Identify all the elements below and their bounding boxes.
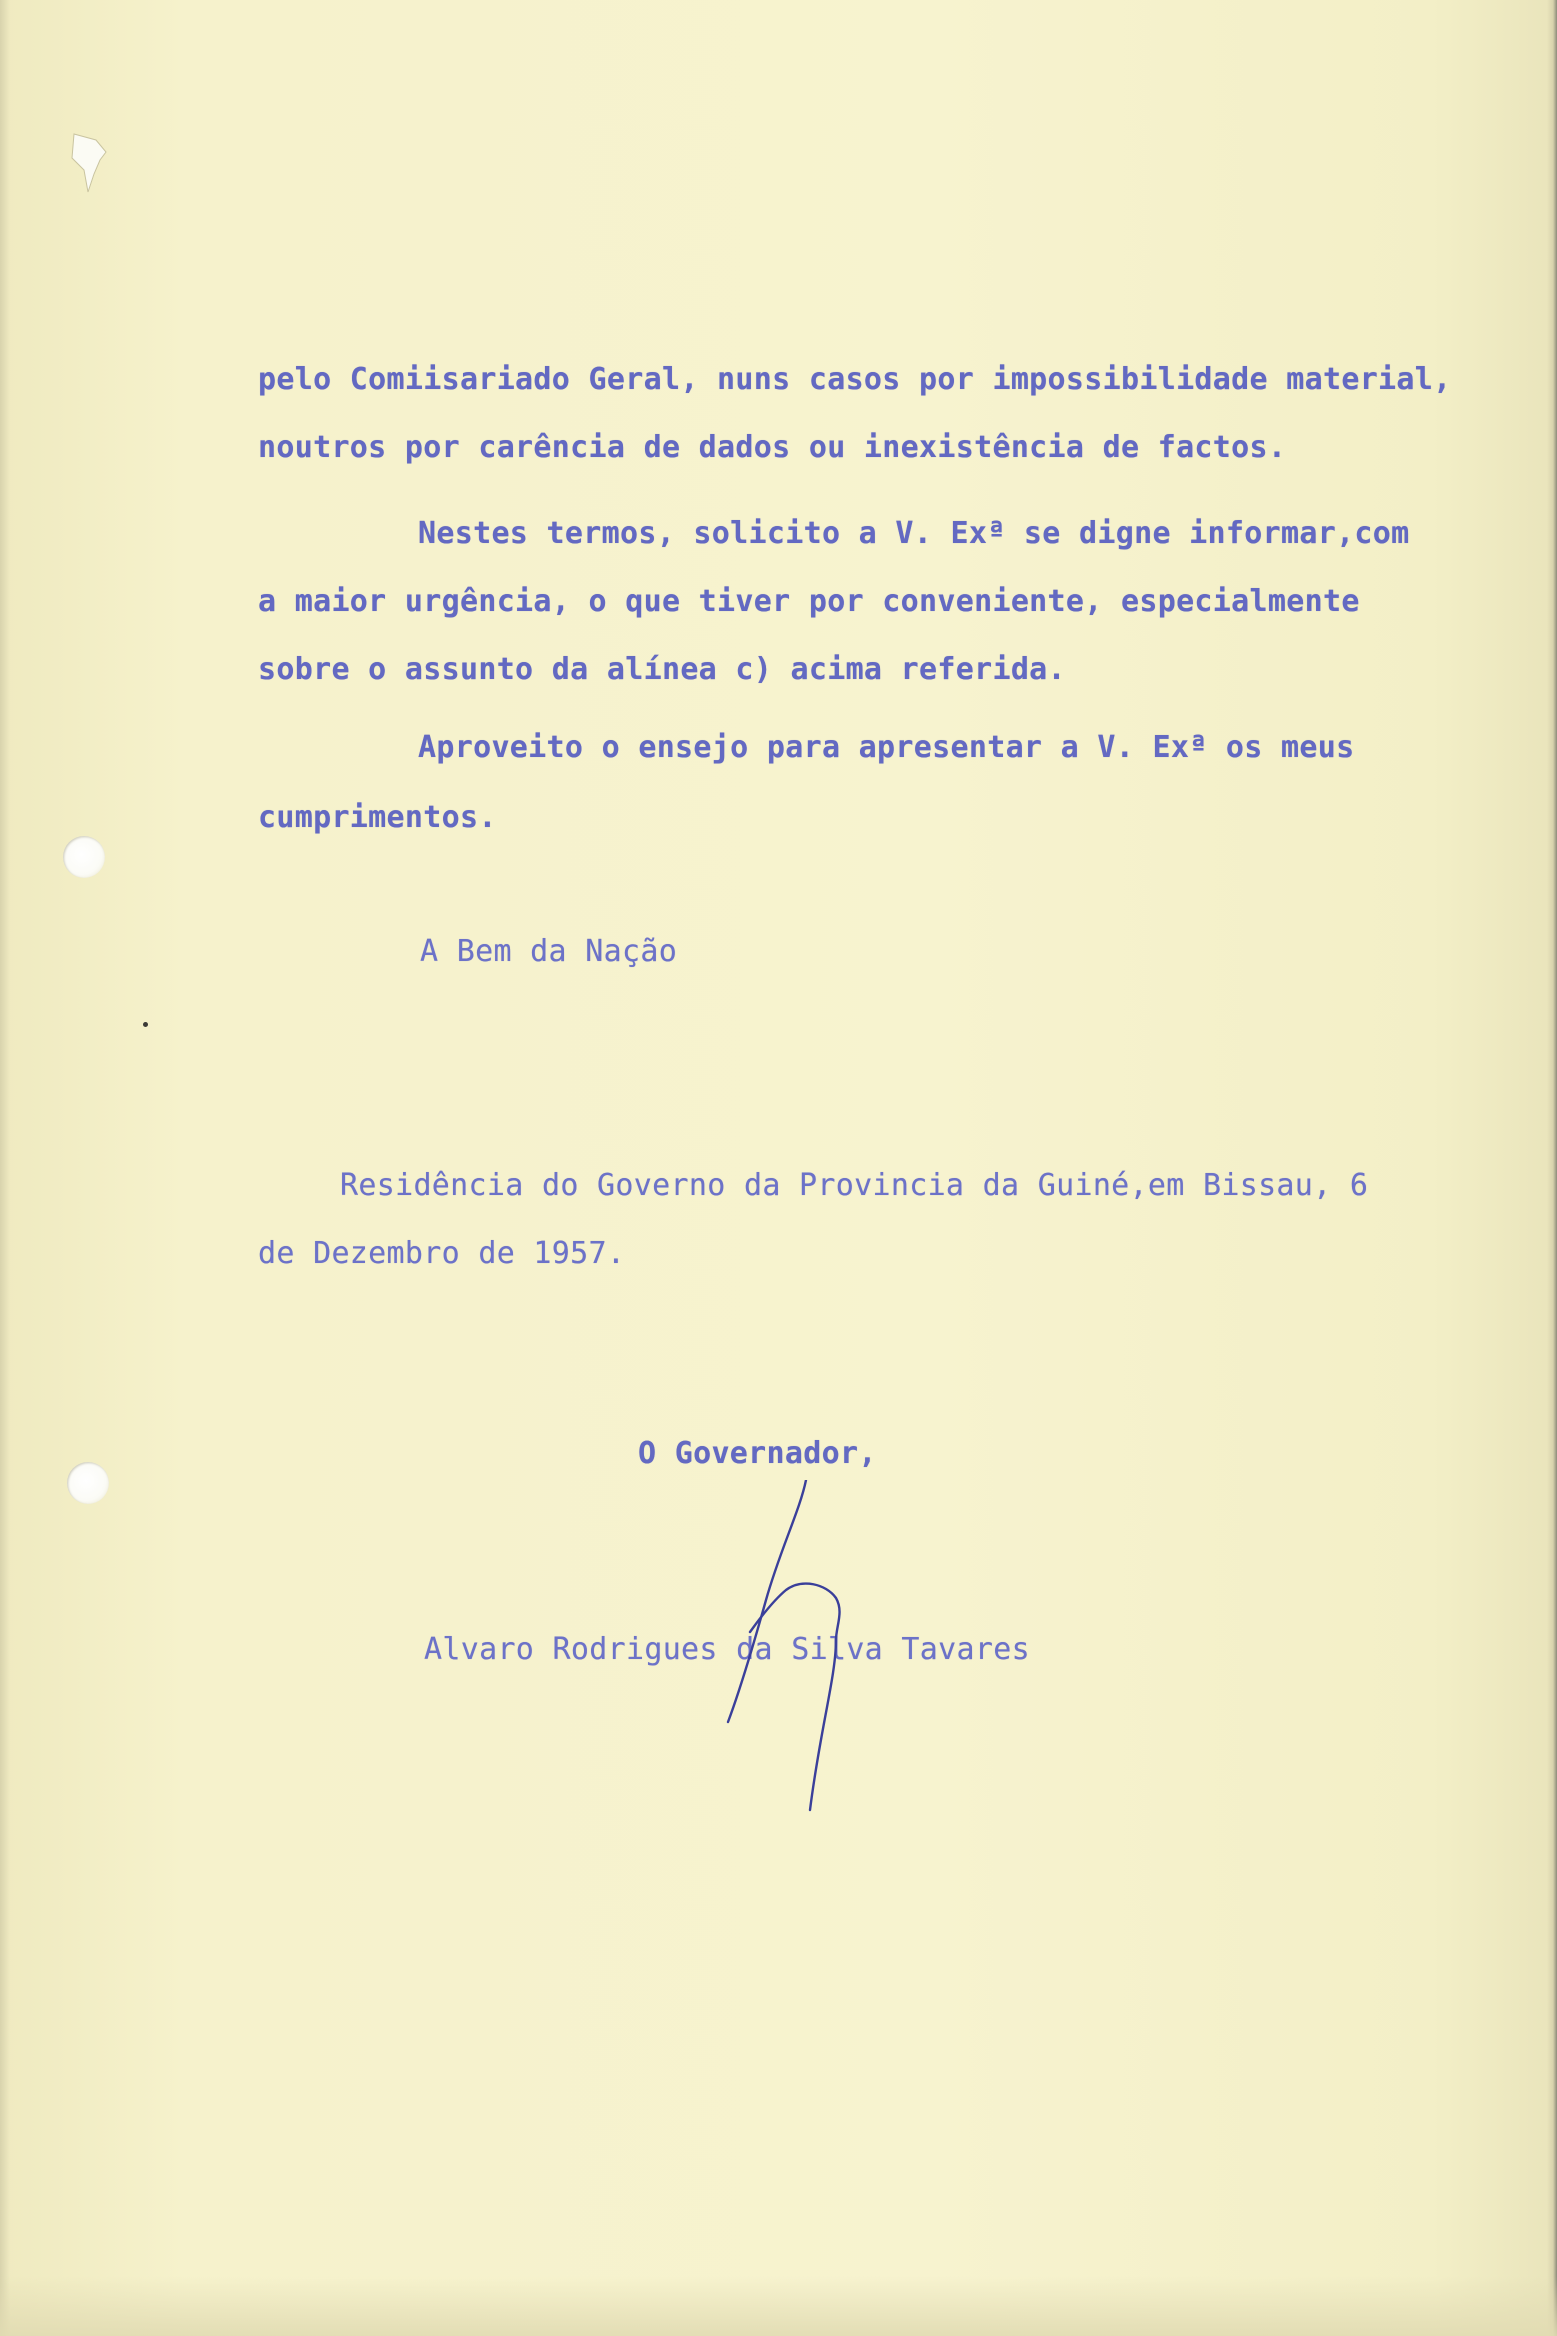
punch-hole-bottom [67, 1462, 109, 1504]
body-line-1: pelo Comiisariado Geral, nuns casos por impossibilidade material, [258, 362, 1452, 397]
paper-tear-mark [66, 130, 112, 196]
body-line-5: sobre o assunto da alínea c) acima referida. [258, 652, 1066, 687]
signatory-title: O Governador, [638, 1436, 877, 1471]
body-line-6: Aproveito o ensejo para apresentar a V. Exª os meus [418, 730, 1355, 765]
body-line-4: a maior urgência, o que tiver por conveniente, especialmente [258, 584, 1360, 619]
salutation: A Bem da Nação [420, 934, 678, 969]
signatory-name: Alvaro Rodrigues da Silva Tavares [424, 1632, 1030, 1667]
place-date-line-1: Residência do Governo da Provincia da Guiné,em Bissau, 6 [340, 1168, 1369, 1203]
body-line-3: Nestes termos, solicito a V. Exª se digne informar,com [418, 516, 1410, 551]
paper-right-edge [1547, 0, 1557, 2336]
place-date-line-2: de Dezembro de 1957. [258, 1236, 626, 1271]
paper-left-edge [0, 0, 10, 2336]
punch-hole-top [63, 836, 105, 878]
body-line-2: noutros por carência de dados ou inexistência de factos. [258, 430, 1287, 465]
ink-speck [143, 1022, 148, 1027]
body-line-7: cumprimentos. [258, 800, 497, 835]
handwritten-signature-icon [690, 1480, 890, 1820]
